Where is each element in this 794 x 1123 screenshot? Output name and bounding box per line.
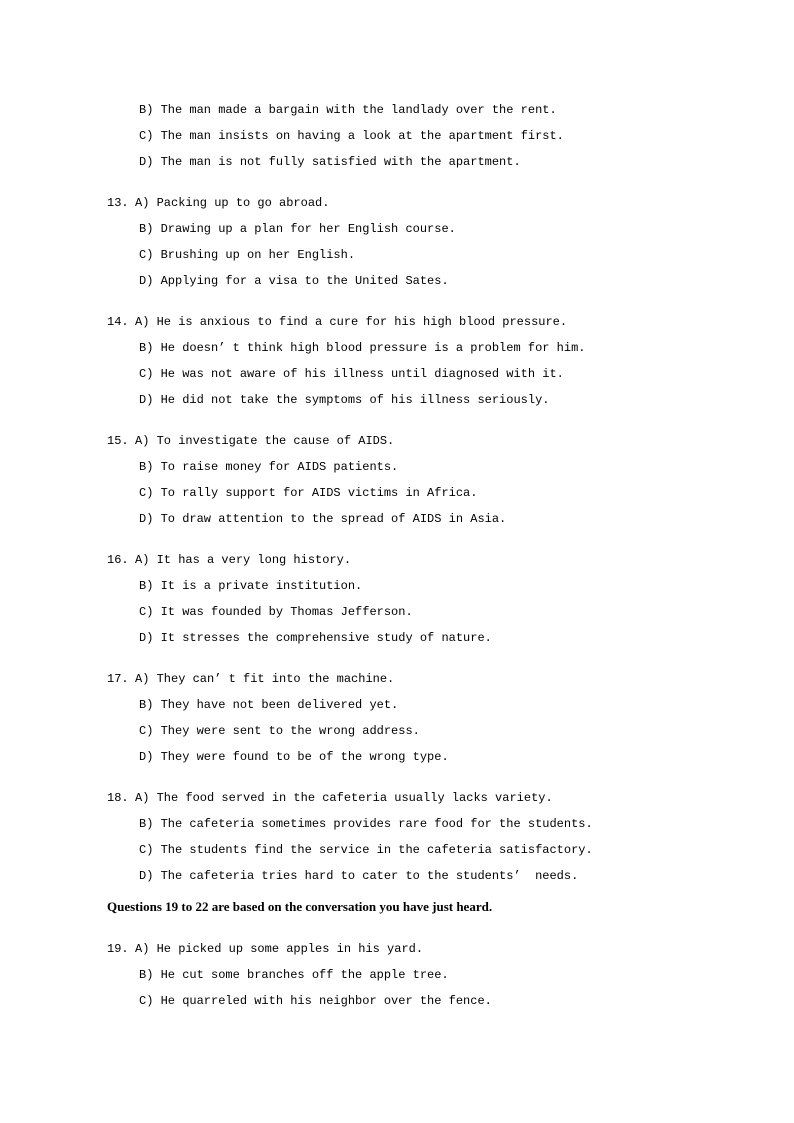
answer-option: B) Drawing up a plan for her English course. bbox=[139, 222, 456, 236]
question-block bbox=[107, 936, 727, 1014]
answer-option: B) To raise money for AIDS patients. bbox=[139, 460, 399, 474]
answer-option: D) He did not take the symptoms of his illness seriously. bbox=[139, 393, 550, 407]
answer-option: A) Packing up to go abroad. bbox=[135, 196, 330, 210]
question-block bbox=[107, 97, 727, 175]
question-block bbox=[107, 547, 727, 651]
answer-option: A) To investigate the cause of AIDS. bbox=[135, 434, 395, 448]
question-first-line bbox=[107, 309, 727, 335]
answer-option: C) To rally support for AIDS victims in Africa. bbox=[139, 486, 478, 500]
answer-option: C) They were sent to the wrong address. bbox=[139, 724, 420, 738]
answer-option: C) It was founded by Thomas Jefferson. bbox=[139, 605, 413, 619]
answer-option: D) Applying for a visa to the United Sates. bbox=[139, 274, 449, 288]
question-block bbox=[107, 785, 727, 889]
question-block bbox=[107, 666, 727, 770]
answer-option: C) The man insists on having a look at the apartment first. bbox=[139, 129, 564, 143]
answer-option: B) They have not been delivered yet. bbox=[139, 698, 399, 712]
question-number: 13. bbox=[107, 196, 129, 210]
answer-option: A) The food served in the cafeteria usually lacks variety. bbox=[135, 791, 553, 805]
question-first-line bbox=[107, 547, 727, 573]
section-heading: Questions 19 to 22 are based on the conversation you have just heard. bbox=[107, 899, 493, 914]
question-first-line bbox=[107, 190, 727, 216]
answer-option: A) It has a very long history. bbox=[135, 553, 352, 567]
question-number: 17. bbox=[107, 672, 129, 686]
answer-option: B) He doesn’ t think high blood pressure is a problem for him. bbox=[139, 341, 586, 355]
answer-option: D) It stresses the comprehensive study of nature. bbox=[139, 631, 492, 645]
question-number: 16. bbox=[107, 553, 129, 567]
question-first-line bbox=[107, 666, 727, 692]
question-number: 14. bbox=[107, 315, 129, 329]
answer-option: A) They can’ t fit into the machine. bbox=[135, 672, 395, 686]
answer-option: D) The cafeteria tries hard to cater to the students’ needs. bbox=[139, 869, 579, 883]
question-first-line bbox=[107, 936, 727, 962]
answer-option: C) He quarreled with his neighbor over the fence. bbox=[139, 994, 492, 1008]
answer-option: B) He cut some branches off the apple tree. bbox=[139, 968, 449, 982]
question-block bbox=[107, 190, 727, 294]
answer-option: D) To draw attention to the spread of AIDS in Asia. bbox=[139, 512, 507, 526]
answer-option: C) Brushing up on her English. bbox=[139, 248, 356, 262]
answer-option: D) The man is not fully satisfied with the apartment. bbox=[139, 155, 521, 169]
question-number: 19. bbox=[107, 942, 129, 956]
document-page bbox=[107, 97, 727, 1029]
answer-option: B) The cafeteria sometimes provides rare food for the students. bbox=[139, 817, 593, 831]
answer-option: C) He was not aware of his illness until diagnosed with it. bbox=[139, 367, 564, 381]
answer-option: D) They were found to be of the wrong type. bbox=[139, 750, 449, 764]
question-first-line bbox=[107, 785, 727, 811]
answer-option: A) He is anxious to find a cure for his high blood pressure. bbox=[135, 315, 568, 329]
answer-option: B) It is a private institution. bbox=[139, 579, 363, 593]
answer-option: B) The man made a bargain with the landlady over the rent. bbox=[139, 103, 557, 117]
question-number: 18. bbox=[107, 791, 129, 805]
question-number: 15. bbox=[107, 434, 129, 448]
answer-option: C) The students find the service in the cafeteria satisfactory. bbox=[139, 843, 593, 857]
question-first-line bbox=[107, 428, 727, 454]
answer-option: A) He picked up some apples in his yard. bbox=[135, 942, 424, 956]
question-block bbox=[107, 428, 727, 532]
question-block bbox=[107, 309, 727, 413]
